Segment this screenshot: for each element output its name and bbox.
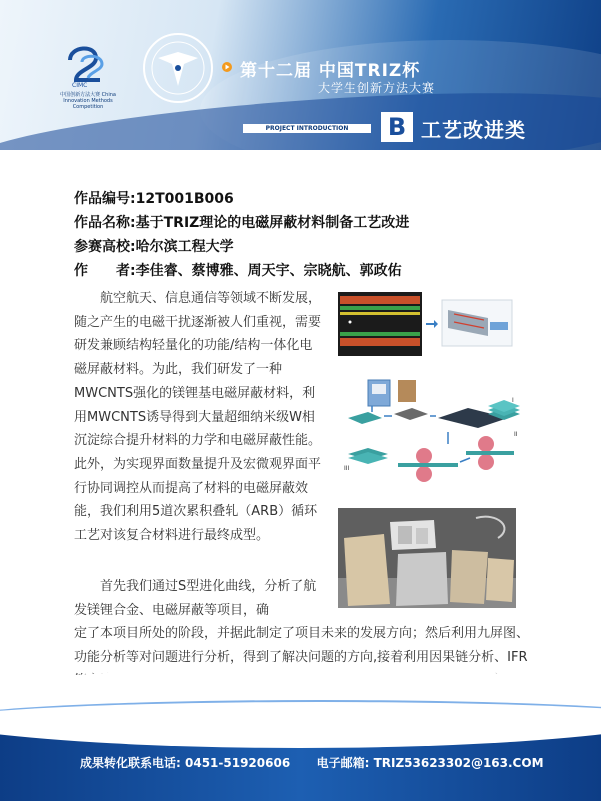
authors-row: [74, 259, 409, 283]
email-label: 电子邮箱:: [316, 756, 370, 770]
project-name-row: [74, 211, 409, 235]
phone-label: 成果转化联系电话:: [80, 756, 181, 770]
fig2-label-2: II: [514, 431, 518, 438]
school-row: [74, 235, 409, 259]
sample-photo-image: [338, 508, 516, 608]
email-value: TRIZ53623302@163.COM: [373, 756, 544, 770]
sample-photo: [338, 508, 516, 608]
authors-label: 作 者:: [74, 263, 136, 279]
category-name: 工艺改进类: [421, 118, 526, 142]
category-letter-badge: B: [381, 112, 413, 142]
project-meta: [74, 187, 409, 283]
project-name-value: 基于TRIZ理论的电磁屏蔽材料制备工艺改进: [135, 215, 410, 231]
project-intro-tag: PROJECT INTRODUCTION: [243, 124, 371, 133]
project-id-label: 作品编号:: [74, 191, 136, 207]
fig2-label-1: I: [512, 397, 514, 404]
body-paragraph-1: 航空航天、信息通信等领域不断发展，随之产生的电磁干扰逐渐被人们重视，需要研发兼顾结构轻量化的功能/结构一体化电磁屏蔽材料。为此，我们研发了一种MWCNTS强化的镁锂基电磁屏蔽材料，利用MWCNTS诱导得到大量超细纳米级W相沉淀综合提升材料的力学和电磁屏蔽性能。此外，为实现界面数量提升及宏微观界面平行协同调控从而提高了材料的电磁屏蔽效能，我们利用5道次累积叠轧（ARB）循环工艺对该复合材料进行最终成型。: [74, 291, 322, 544]
arb-process-figure: [338, 374, 528, 492]
project-id-value: 12T001B006: [135, 191, 234, 207]
school-value: 哈尔滨工程大学: [135, 239, 234, 255]
body-paragraph-2: 首先我们通过S型进化曲线，分析了航发镁锂合金、电磁屏蔽等项目，确: [74, 579, 317, 618]
cimc-logo-icon: [62, 40, 110, 88]
school-label: 参赛高校:: [74, 239, 136, 255]
competition-subtitle: 大学生创新方法大赛: [318, 81, 436, 95]
project-id-row: [74, 187, 409, 211]
competition-title: 第十二届 中国TRIZ杯: [240, 61, 421, 81]
cimc-logo-caption: 中国创新方法大赛 China Innovation Methods Competition: [60, 92, 116, 110]
header-banner: [0, 0, 601, 150]
fig2-label-3: III: [344, 465, 350, 472]
body-paragraph-3: 定了本项目所处的阶段，并据此制定了项目未来的发展方向；然后利用九屏图、功能分析等对问题进行分析，得到了解决问题的方向,接着利用因果链分析、IFR: [74, 626, 530, 665]
shielding-simulation-figure: [338, 292, 518, 356]
footer-contact: [80, 754, 544, 771]
competition-seal-icon: [140, 30, 216, 106]
cimc-logo-mark: CIMC: [72, 82, 88, 88]
footer-accent-line: [0, 700, 601, 742]
authors-value: 李佳睿、蔡博雅、周天宇、宗晓航、郭政佑: [135, 263, 402, 279]
project-name-label: 作品名称:: [74, 215, 136, 231]
phone-value: 0451-51920606: [185, 756, 291, 770]
